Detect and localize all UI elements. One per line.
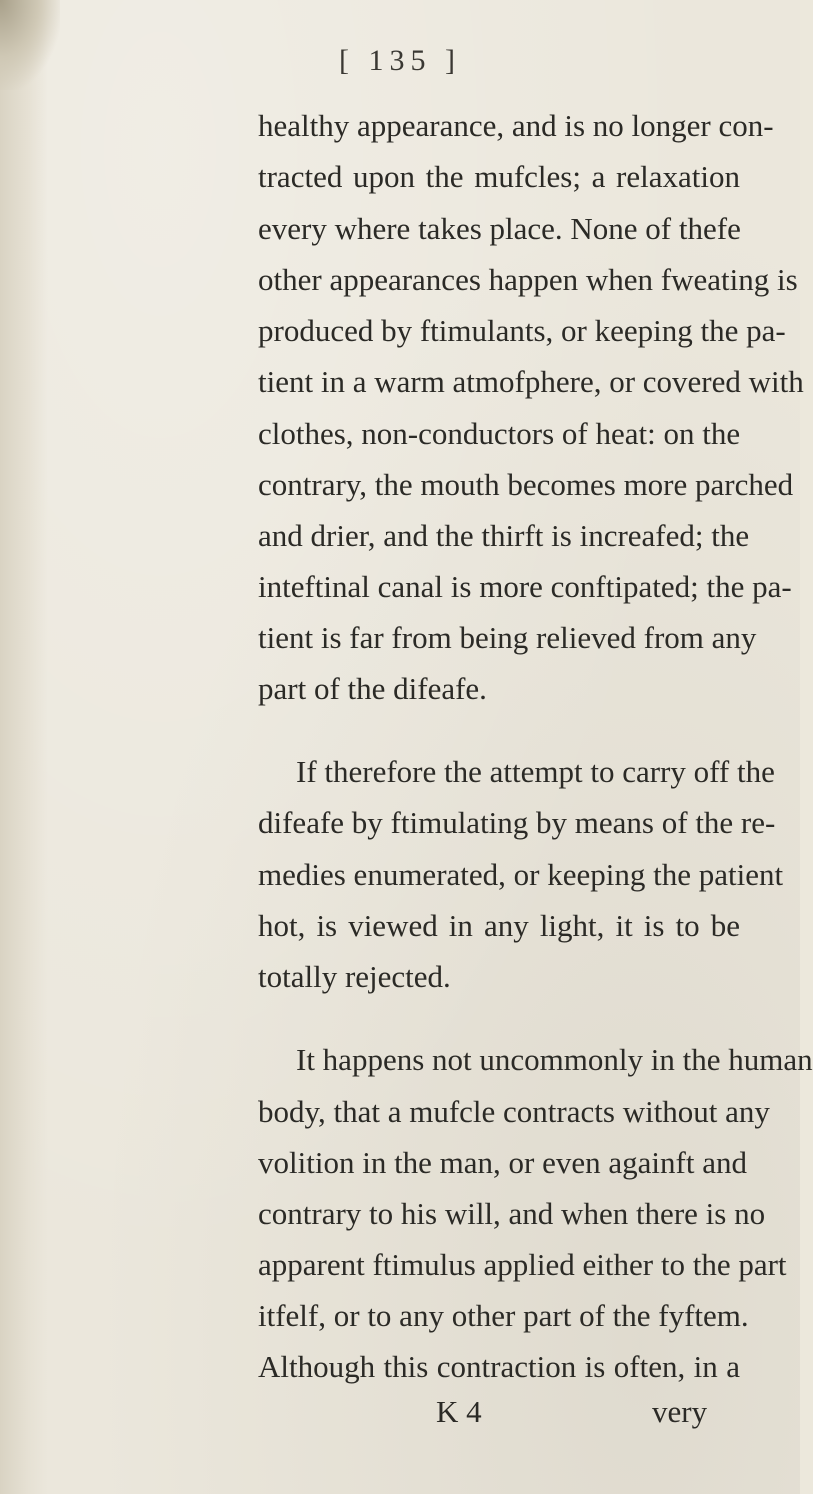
paragraph-2-line-2: difeafe by ftimulating by means of the re- <box>258 805 776 840</box>
paragraph-3-line-5: apparent ftimulus applied either to the part <box>258 1247 787 1282</box>
paragraph-3-line-3: volition in the man, or even againft and <box>258 1145 747 1180</box>
paragraph-1-line-1: healthy appearance, and is no longer con- <box>258 108 774 143</box>
paragraph-1-line-7: clothes, non-conductors of heat: on the <box>258 416 741 451</box>
paragraph-2-line-4: hot, is viewed in any light, it is to be <box>258 908 740 943</box>
paragraph-2-line-1: If therefore the attempt to carry off the <box>296 754 775 789</box>
paragraph-3-line-7: Although this contraction is often, in a <box>258 1349 740 1384</box>
paragraph-1-line-9: and drier, and the thirft is increafed; the <box>258 518 750 553</box>
paragraph-1-line-10: inteftinal canal is more conftipated; the pa- <box>258 569 792 604</box>
paragraph-1-line-4: other appearances happen when fweating is <box>258 262 798 297</box>
paragraph-1-line-12: part of the difeafe. <box>258 671 487 706</box>
paragraph-3-line-2: body, that a mufcle contracts without any <box>258 1094 770 1129</box>
catchword: very <box>652 1394 708 1429</box>
page-number-header: [ 135 ] <box>339 44 461 77</box>
paragraph-1-line-2: tracted upon the mufcles; a relaxation <box>258 159 740 194</box>
signature-mark: K 4 <box>436 1394 482 1429</box>
paragraph-1-line-11: tient is far from being relieved from any <box>258 620 757 655</box>
paragraph-2-line-3: medies enumerated, or keeping the patient <box>258 857 784 892</box>
paragraph-2-line-5: totally rejected. <box>258 959 451 994</box>
paragraph-1-line-6: tient in a warm atmofphere, or covered with <box>258 364 804 399</box>
paragraph-3-line-1: It happens not uncommonly in the human <box>296 1042 813 1077</box>
paragraph-3-line-4: contrary to his will, and when there is no <box>258 1196 766 1231</box>
paragraph-1-line-3: every where takes place. None of thefe <box>258 211 741 246</box>
paragraph-1-line-5: produced by ftimulants, or keeping the pa- <box>258 313 786 348</box>
paragraph-1-line-8: contrary, the mouth becomes more parched <box>258 467 794 502</box>
paragraph-3-line-6: itfelf, or to any other part of the fyftem. <box>258 1298 749 1333</box>
page-edge-shadow <box>0 0 48 1494</box>
